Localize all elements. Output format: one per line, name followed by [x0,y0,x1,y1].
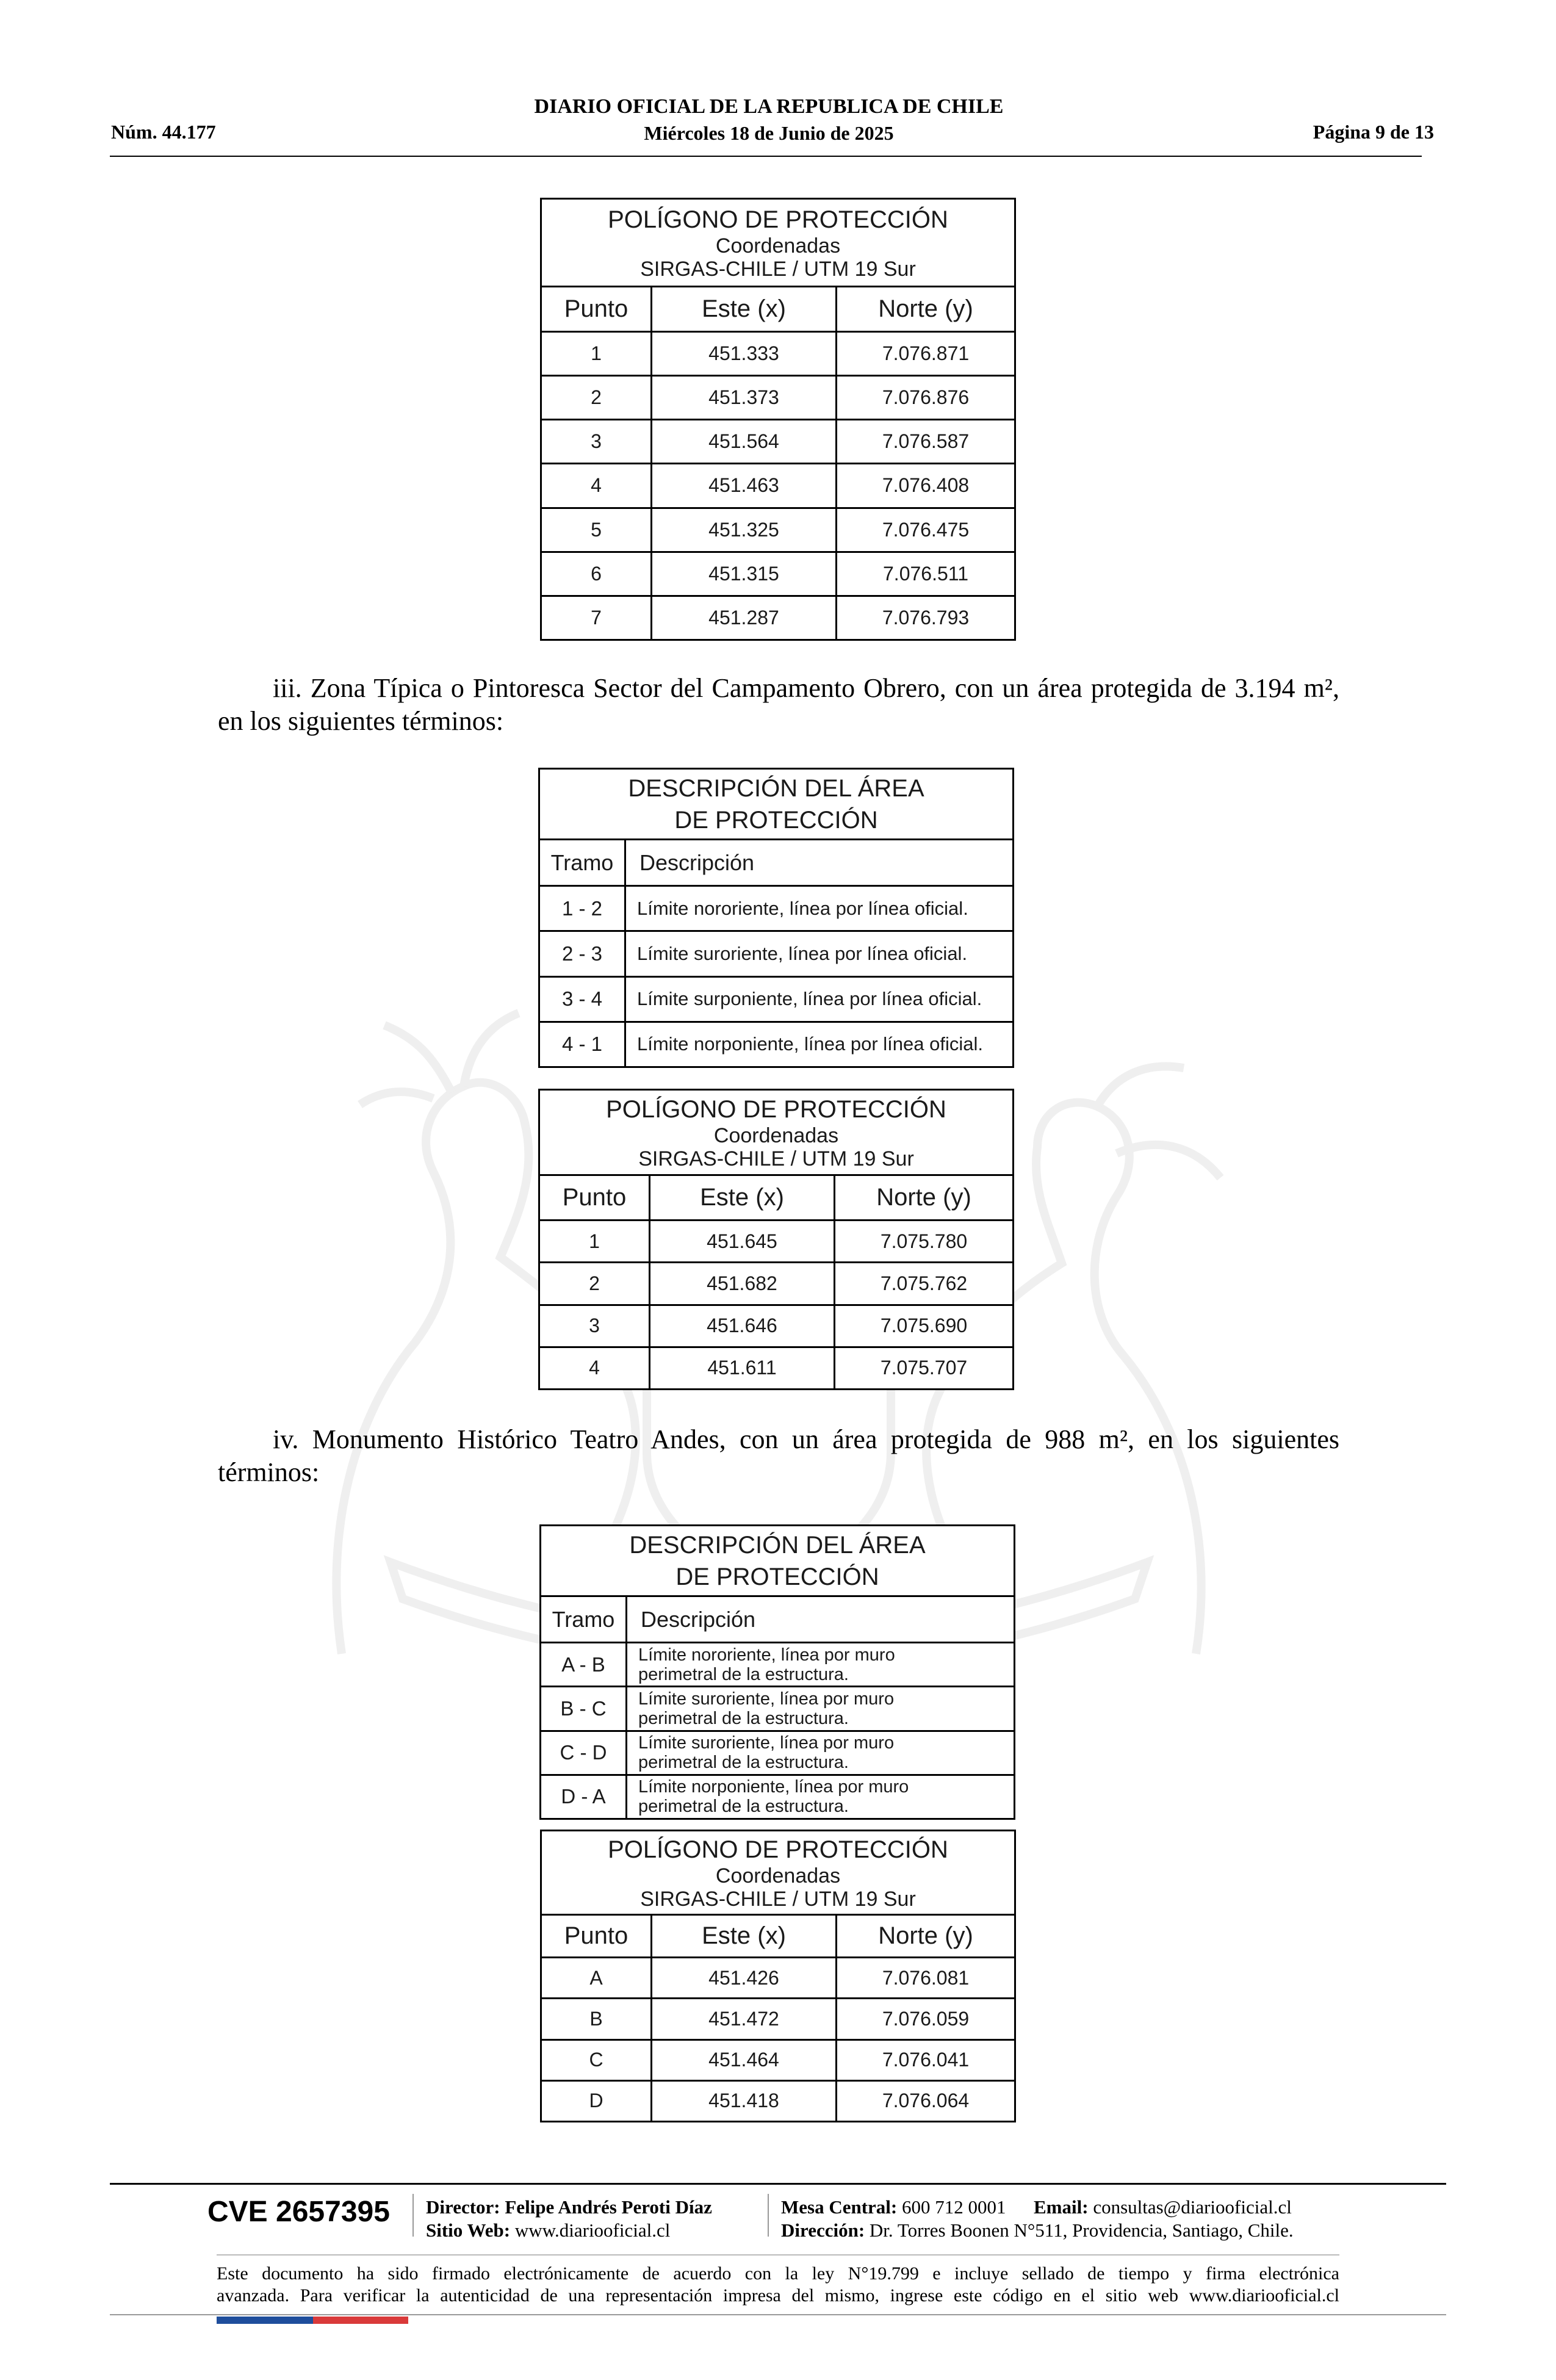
cell-punto: C [541,2039,652,2080]
cell-norte: 7.075.780 [835,1221,1014,1263]
table-row [541,552,1015,596]
address-value: Dr. Torres Boonen N°511, Providencia, Santiago, Chile. [869,2220,1294,2241]
issue-date: Miércoles 18 de Junio de 2025 [644,122,894,144]
column-header-este: Este (x) [652,1915,837,1958]
table-row [541,1999,1015,2039]
cell-descripcion: Límite norponiente, línea por línea oficial. [625,1022,1014,1067]
director-label: Director: [426,2196,500,2218]
footer-divider-thin [217,2254,1339,2256]
column-header-este: Este (x) [652,287,837,332]
paragraph-iii: iii. Zona Típica o Pintoresca Sector del Campamento Obrero, con un área protegida de 3.194 m², en los siguientes términos: [218,673,1339,736]
cell-punto: 2 [541,376,652,420]
flag-bar-red [313,2317,408,2324]
cell-norte: 7.076.876 [837,376,1015,420]
table-row [541,2080,1015,2121]
cell-descripcion: Límite nororiente, línea por línea oficial. [625,886,1014,931]
signature-notice [217,2263,1339,2307]
director-name: Felipe Andrés Peroti Díaz [505,2196,712,2218]
table-row [539,1347,1014,1389]
cell-descripcion-line-1: Límite suroriente, línea por muro [638,1689,895,1709]
table-row [539,1305,1014,1347]
page-number: Página 9 de 13 [1313,121,1434,143]
cell-punto: 2 [539,1263,650,1305]
phone-label: Mesa Central: [781,2196,898,2218]
description-table-title: DESCRIPCIÓN DEL ÁREA [629,1531,926,1559]
polygon-table-title-cell [539,1090,1014,1175]
description-table-title-2: DE PROTECCIÓN [675,1563,879,1590]
polygon-table-datum: SIRGAS-CHILE / UTM 19 Sur [640,1887,916,1911]
cell-descripcion-line-2: perimetral de la estructura. [638,1797,849,1817]
table-row [541,1775,1015,1819]
column-header-norte: Norte (y) [837,287,1015,332]
polygon-table [540,198,1016,641]
cell-norte: 7.076.041 [837,2039,1015,2080]
cell-norte: 7.076.475 [837,508,1015,552]
cell-norte: 7.076.408 [837,464,1015,508]
cell-descripcion-line-2: perimetral de la estructura. [638,1753,849,1773]
table-row [539,886,1014,931]
cell-este: 451.611 [650,1347,835,1389]
footer-director [426,2196,712,2219]
polygon-table-title-cell [541,199,1015,287]
table-row [541,420,1015,464]
column-header-punto: Punto [539,1175,650,1221]
table-row [539,931,1014,976]
address-label: Dirección: [781,2220,865,2241]
cell-descripcion: Límite suroriente, línea por línea oficial. [625,931,1014,976]
cell-descripcion [627,1643,1015,1687]
description-table [539,1524,1015,1820]
cell-norte: 7.076.059 [837,1999,1015,2039]
cell-descripcion [627,1775,1015,1819]
cell-descripcion-line-1: Límite norponiente, línea por muro [638,1777,909,1797]
polygon-table-title: POLÍGONO DE PROTECCIÓN [608,206,948,233]
table-row [541,1643,1015,1687]
column-header-tramo: Tramo [539,840,625,886]
cell-punto: 3 [539,1305,650,1347]
column-header-este: Este (x) [650,1175,835,1221]
cell-descripcion [627,1731,1015,1775]
table-row [539,1221,1014,1263]
footer-contact [781,2196,1292,2219]
polygon-table-datum: SIRGAS-CHILE / UTM 19 Sur [640,257,916,281]
flag-bar-blue [217,2317,313,2324]
table-row [541,2039,1015,2080]
column-header-tramo: Tramo [541,1596,627,1643]
footer-address [781,2219,1294,2242]
newspaper-title: DIARIO OFICIAL DE LA REPUBLICA DE CHILE [534,95,1004,118]
table-row [539,976,1014,1022]
description-table-title: DESCRIPCIÓN DEL ÁREA [628,774,924,802]
polygon-table-title: POLÍGONO DE PROTECCIÓN [608,1836,948,1863]
cell-tramo: 1 - 2 [539,886,625,931]
polygon-table [538,1089,1014,1390]
cell-punto: 4 [541,464,652,508]
footer-website [426,2219,670,2242]
footer-separator [412,2194,414,2237]
cell-este: 451.325 [652,508,837,552]
polygon-table-subtitle: Coordenadas [715,234,841,258]
cell-punto: 7 [541,596,652,640]
polygon-table [540,1830,1016,2122]
cell-norte: 7.075.690 [835,1305,1014,1347]
table-row [541,1687,1015,1731]
column-header-punto: Punto [541,287,652,332]
cell-tramo: A - B [541,1643,627,1687]
table-row [541,508,1015,552]
cell-este: 451.287 [652,596,837,640]
cell-tramo: 4 - 1 [539,1022,625,1067]
cell-descripcion: Límite surponiente, línea por línea oficial. [625,976,1014,1022]
cell-este: 451.418 [652,2080,837,2121]
header-divider [110,156,1422,157]
signature-notice-line-2: avanzada. Para verificar la autenticidad de una representación impresa del mismo, ingrese este código en el sitio web www.diariooficial.cl [217,2285,1339,2306]
footer-separator [768,2194,769,2237]
polygon-table-subtitle: Coordenadas [715,1864,841,1888]
cell-descripcion-line-1: Límite nororiente, línea por muro [638,1645,895,1665]
signature-notice-line-1: Este documento ha sido firmado electrónicamente de acuerdo con la ley N°19.799 e incluye sellado de tiempo y firma electrónica [217,2263,1339,2284]
cell-punto: D [541,2080,652,2121]
description-table-title-2: DE PROTECCIÓN [674,806,878,834]
cell-punto: 5 [541,508,652,552]
cell-punto: 3 [541,420,652,464]
phone-number: 600 712 0001 [902,2196,1006,2218]
column-header-descripcion: Descripción [625,840,1014,886]
cell-descripcion-line-1: Límite suroriente, línea por muro [638,1733,895,1753]
description-table-title-cell [541,1526,1015,1596]
cell-descripcion-line-2: perimetral de la estructura. [638,1708,849,1728]
cell-norte: 7.076.064 [837,2080,1015,2121]
cell-este: 451.645 [650,1221,835,1263]
cell-tramo: D - A [541,1775,627,1819]
cell-norte: 7.076.587 [837,420,1015,464]
cell-norte: 7.076.793 [837,596,1015,640]
footer-divider [110,2183,1446,2185]
cell-norte: 7.075.707 [835,1347,1014,1389]
cve-code: CVE 2657395 [207,2196,390,2228]
cell-punto: 6 [541,552,652,596]
cell-este: 451.564 [652,420,837,464]
cell-punto: 1 [539,1221,650,1263]
column-header-norte: Norte (y) [835,1175,1014,1221]
table-row [541,376,1015,420]
footer-divider-bottom [110,2314,1446,2315]
cell-tramo: 2 - 3 [539,931,625,976]
cell-punto: 1 [541,332,652,376]
cell-norte: 7.076.511 [837,552,1015,596]
column-header-punto: Punto [541,1915,652,1958]
cell-este: 451.472 [652,1999,837,2039]
table-row [541,1731,1015,1775]
table-row [541,464,1015,508]
polygon-table-title-cell [541,1831,1015,1915]
cell-tramo: C - D [541,1731,627,1775]
cell-este: 451.464 [652,2039,837,2080]
cell-tramo: 3 - 4 [539,976,625,1022]
issue-number: Núm. 44.177 [111,121,216,143]
cell-punto: B [541,1999,652,2039]
polygon-table-datum: SIRGAS-CHILE / UTM 19 Sur [638,1147,914,1170]
cell-este: 451.426 [652,1958,837,1999]
cell-norte: 7.076.081 [837,1958,1015,1999]
website-label: Sitio Web: [426,2220,511,2241]
description-table [538,768,1014,1068]
column-header-descripcion: Descripción [627,1596,1015,1643]
table-row [541,596,1015,640]
cell-este: 451.463 [652,464,837,508]
cell-este: 451.646 [650,1305,835,1347]
column-header-norte: Norte (y) [837,1915,1015,1958]
table-row [541,332,1015,376]
table-row [541,1958,1015,1999]
cell-punto: A [541,1958,652,1999]
cell-punto: 4 [539,1347,650,1389]
cell-tramo: B - C [541,1687,627,1731]
cell-norte: 7.076.871 [837,332,1015,376]
cell-descripcion [627,1687,1015,1731]
table-row [539,1263,1014,1305]
cell-norte: 7.075.762 [835,1263,1014,1305]
cell-este: 451.373 [652,376,837,420]
polygon-table-subtitle: Coordenadas [713,1123,839,1147]
email-label: Email: [1034,2196,1089,2218]
table-row [539,1022,1014,1067]
description-table-title-cell [539,769,1014,840]
cell-este: 451.333 [652,332,837,376]
polygon-table-title: POLÍGONO DE PROTECCIÓN [606,1095,946,1123]
website-link[interactable]: www.diariooficial.cl [514,2220,671,2241]
email-link[interactable]: consultas@diariooficial.cl [1093,2196,1292,2218]
paragraph-iv: iv. Monumento Histórico Teatro Andes, con un área protegida de 988 m², en los siguientes términos: [218,1424,1339,1487]
cell-descripcion-line-2: perimetral de la estructura. [638,1664,849,1684]
cell-este: 451.315 [652,552,837,596]
cell-este: 451.682 [650,1263,835,1305]
